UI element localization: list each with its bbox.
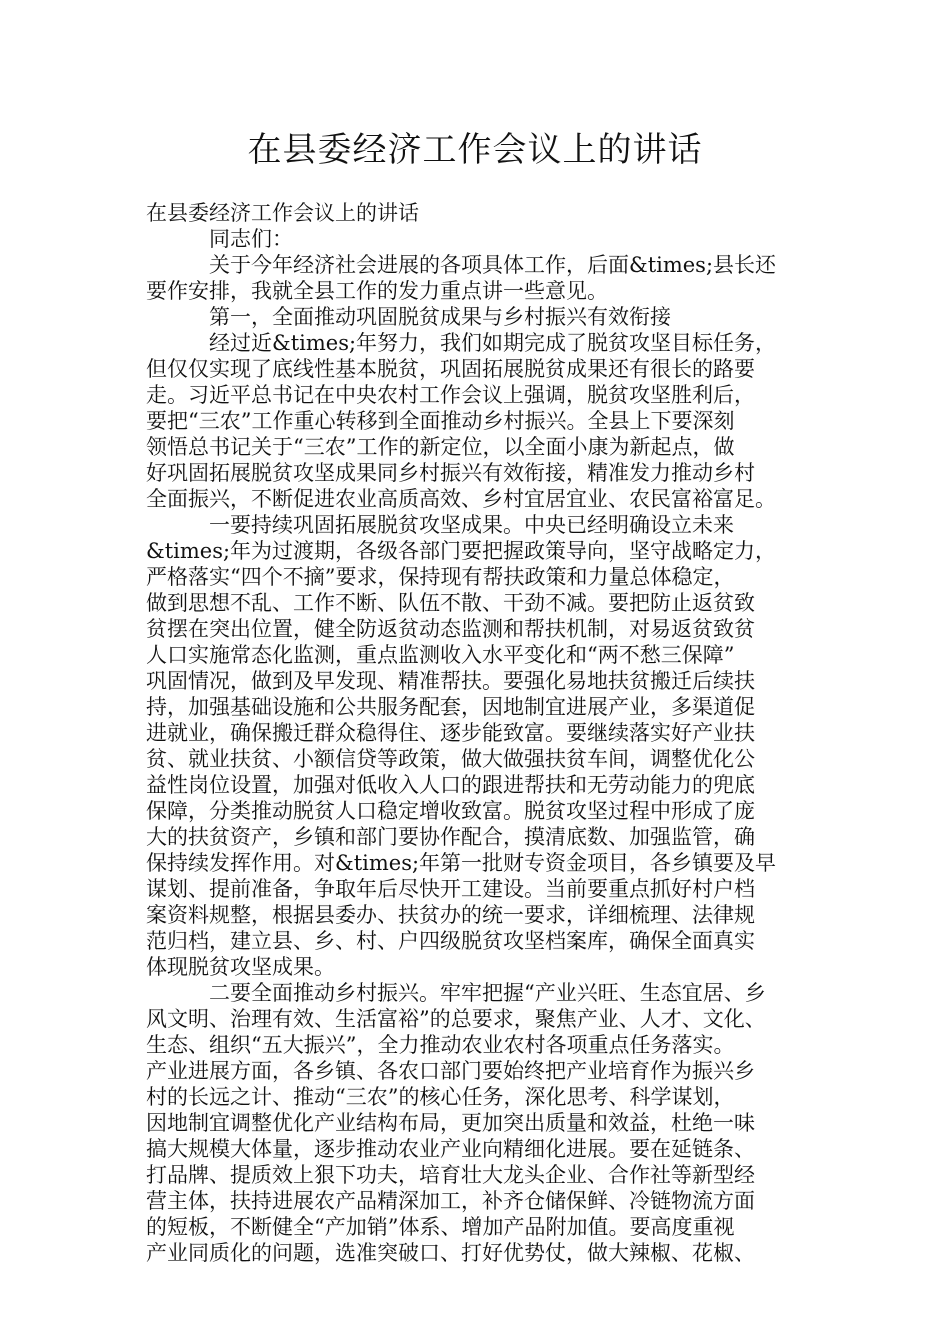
body-line: 营主体，扶持进展农产品精深加工，补齐仓储保鲜、冷链物流方面: [146, 1189, 755, 1213]
body-line: 做到思想不乱、工作不断、队伍不散、干劲不减。要把防止返贫致: [146, 591, 755, 615]
body-line: 要把“三农”工作重心转移到全面推动乡村振兴。全县上下要深刻: [146, 409, 735, 433]
body-line: 打品牌、提质效上狠下功夫，培育壮大龙头企业、合作社等新型经: [146, 1163, 755, 1187]
body-line: 风文明、治理有效、生活富裕”的总要求，聚焦产业、人才、文化、: [146, 1007, 766, 1031]
body-line: 体现脱贫攻坚成果。: [146, 955, 335, 979]
body-line: 搞大规模大体量，逐步推动农业产业向精细化进展。要在延链条、: [146, 1137, 755, 1161]
document-body: [146, 200, 826, 1266]
body-line: 同志们：: [146, 227, 293, 251]
body-line: 好巩固拓展脱贫攻坚成果同乡村振兴有效衔接，精准发力推动乡村: [146, 461, 755, 485]
body-line: 因地制宜调整优化产业结构布局，更加突出质量和效益，杜绝一味: [146, 1111, 755, 1135]
body-line: 二要全面推动乡村振兴。牢牢把握“产业兴旺、生态宜居、乡: [146, 981, 766, 1005]
body-line: 人口实施常态化监测，重点监测收入水平变化和“两不愁三保障”: [146, 643, 735, 667]
body-line: 产业同质化的问题，选准突破口、打好优势仗，做大辣椒、花椒、: [146, 1241, 755, 1265]
body-line: 范归档，建立县、乡、村、户四级脱贫攻坚档案库，确保全面真实: [146, 929, 755, 953]
body-line: 村的长远之计、推动“三农”的核心任务，深化思考、科学谋划，: [146, 1085, 735, 1109]
body-line: 案资料规整，根据县委办、扶贫办的统一要求，详细梳理、法律规: [146, 903, 755, 927]
body-line: 第一，全面推动巩固脱贫成果与乡村振兴有效衔接: [146, 305, 671, 329]
body-line: 贫、就业扶贫、小额信贷等政策，做大做强扶贫车间，调整优化公: [146, 747, 755, 771]
body-line: 持，加强基础设施和公共服务配套，因地制宜进展产业，多渠道促: [146, 695, 755, 719]
body-line: 谋划、提前准备，争取年后尽快开工建设。当前要重点抓好村户档: [146, 877, 755, 901]
body-line: 要作安排，我就全县工作的发力重点讲一些意见。: [146, 279, 608, 303]
body-line: 的短板，不断健全“产加销”体系、增加产品附加值。要高度重视: [146, 1215, 735, 1239]
body-line: 产业进展方面，各乡镇、各农口部门要始终把产业培育作为振兴乡: [146, 1059, 755, 1083]
body-line: 巩固情况，做到及早发现、精准帮扶。要强化易地扶贫搬迁后续扶: [146, 669, 755, 693]
body-line: 在县委经济工作会议上的讲话: [146, 201, 419, 225]
body-line: 大的扶贫资产，乡镇和部门要协作配合，摸清底数、加强监管，确: [146, 825, 755, 849]
body-line: 走。习近平总书记在中央农村工作会议上强调，脱贫攻坚胜利后，: [146, 383, 755, 407]
body-line: 关于今年经济社会进展的各项具体工作，后面&times;县长还: [146, 253, 777, 277]
body-line: 严格落实“四个不摘”要求，保持现有帮扶政策和力量总体稳定，: [146, 565, 735, 589]
body-line: &times;年为过渡期，各级各部门要把握政策导向，坚守战略定力，: [146, 539, 777, 563]
body-line: 进就业，确保搬迁群众稳得住、逐步能致富。要继续落实好产业扶: [146, 721, 755, 745]
body-line: 益性岗位设置，加强对低收入人口的跟进帮扶和无劳动能力的兜底: [146, 773, 755, 797]
body-line: 保障，分类推动脱贫人口稳定增收致富。脱贫攻坚过程中形成了庞: [146, 799, 755, 823]
document-title: 在县委经济工作会议上的讲话: [247, 130, 703, 170]
body-line: 一要持续巩固拓展脱贫攻坚成果。中央已经明确设立未来: [146, 513, 734, 537]
body-line: 但仅仅实现了底线性基本脱贫，巩固拓展脱贫成果还有很长的路要: [146, 357, 755, 381]
body-line: 生态、组织“五大振兴”，全力推动农业农村各项重点任务落实。: [146, 1033, 735, 1057]
body-line: 贫摆在突出位置，健全防返贫动态监测和帮扶机制，对易返贫致贫: [146, 617, 755, 641]
body-line: 保持续发挥作用。对&times;年第一批财专资金项目，各乡镇要及早: [146, 851, 777, 875]
body-line: 全面振兴，不断促进农业高质高效、乡村宜居宜业、农民富裕富足。: [146, 487, 776, 511]
body-line: 领悟总书记关于“三农”工作的新定位，以全面小康为新起点，做: [146, 435, 735, 459]
body-line: 经过近&times;年努力，我们如期完成了脱贫攻坚目标任务，: [146, 331, 777, 355]
